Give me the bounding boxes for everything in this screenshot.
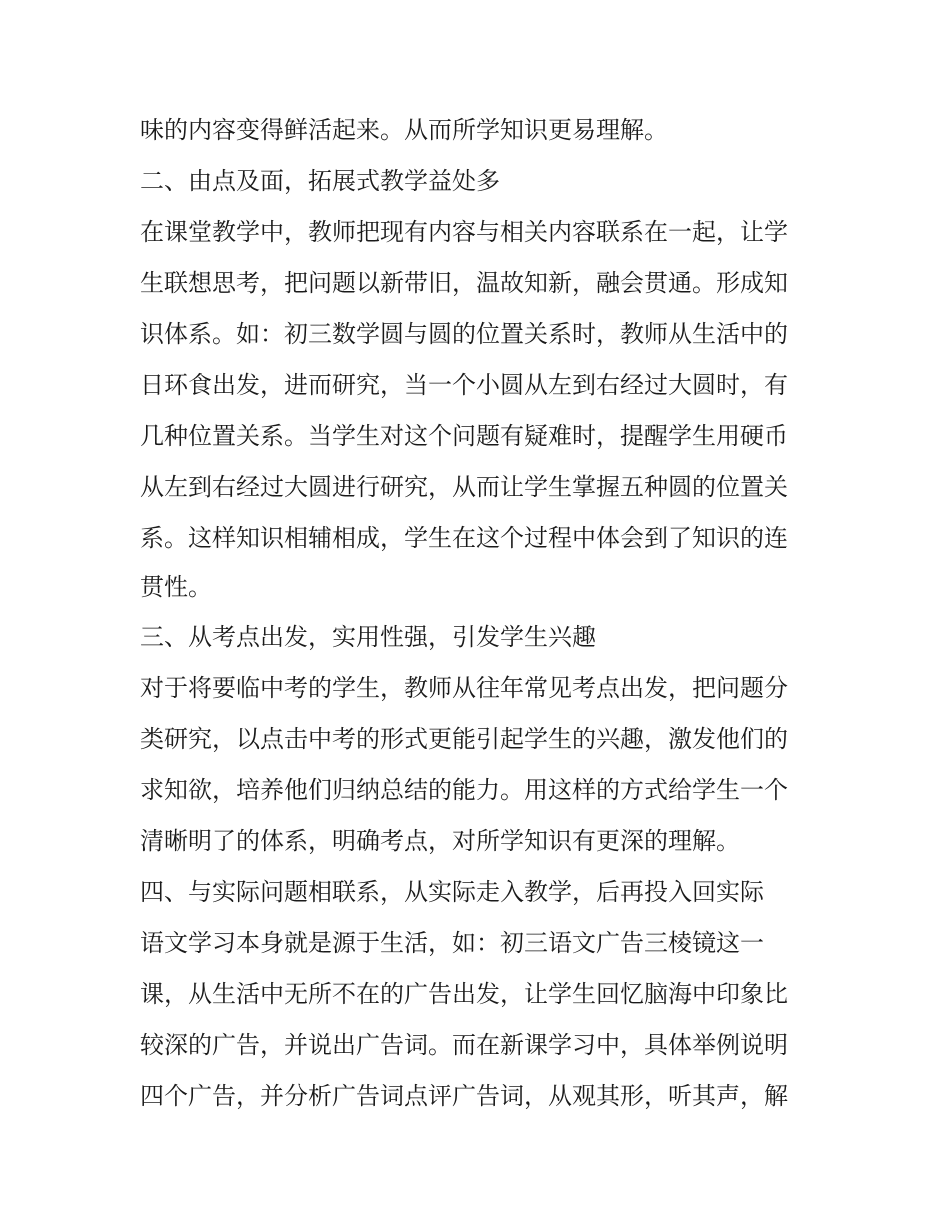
text-line: 求知欲，培养他们归纳总结的能力。用这样的方式给学生一个 (140, 776, 788, 804)
text-line: 语文学习本身就是源于生活，如：初三语文广告三棱镜这一 (140, 929, 764, 957)
section-heading-3: 三、从考点出发，实用性强，引发学生兴趣 (140, 623, 596, 651)
text-line: 在课堂教学中，教师把现有内容与相关内容联系在一起，让学 (140, 218, 788, 246)
text-line: 系。这样知识相辅相成，学生在这个过程中体会到了知识的连 (140, 524, 788, 552)
text-line: 四个广告，并分析广告词点评广告词，从观其形，听其声，解 (140, 1082, 788, 1110)
section-heading-2: 二、由点及面，拓展式教学益处多 (140, 167, 500, 195)
text-line: 类研究，以点击中考的形式更能引起学生的兴趣，激发他们的 (140, 725, 788, 753)
text-line: 识体系。如：初三数学圆与圆的位置关系时，教师从生活中的 (140, 320, 788, 348)
text-line: 日环食出发，进而研究，当一个小圆从左到右经过大圆时，有 (140, 371, 788, 399)
text-line: 几种位置关系。当学生对这个问题有疑难时，提醒学生用硬币 (140, 422, 788, 450)
text-line: 贯性。 (140, 573, 212, 601)
text-line: 清晰明了的体系，明确考点，对所学知识有更深的理解。 (140, 827, 740, 855)
text-line: 对于将要临中考的学生，教师从往年常见考点出发，把问题分 (140, 674, 788, 702)
text-line: 课，从生活中无所不在的广告出发，让学生回忆脑海中印象比 (140, 980, 788, 1008)
section-heading-4: 四、与实际问题相联系，从实际走入教学，后再投入回实际 (140, 878, 764, 906)
text-line: 生联想思考，把问题以新带旧，温故知新，融会贯通。形成知 (140, 269, 788, 297)
text-line: 味的内容变得鲜活起来。从而所学知识更易理解。 (140, 116, 668, 144)
text-line: 从左到右经过大圆进行研究，从而让学生掌握五种圆的位置关 (140, 473, 788, 501)
text-line: 较深的广告，并说出广告词。而在新课学习中，具体举例说明 (140, 1031, 788, 1059)
